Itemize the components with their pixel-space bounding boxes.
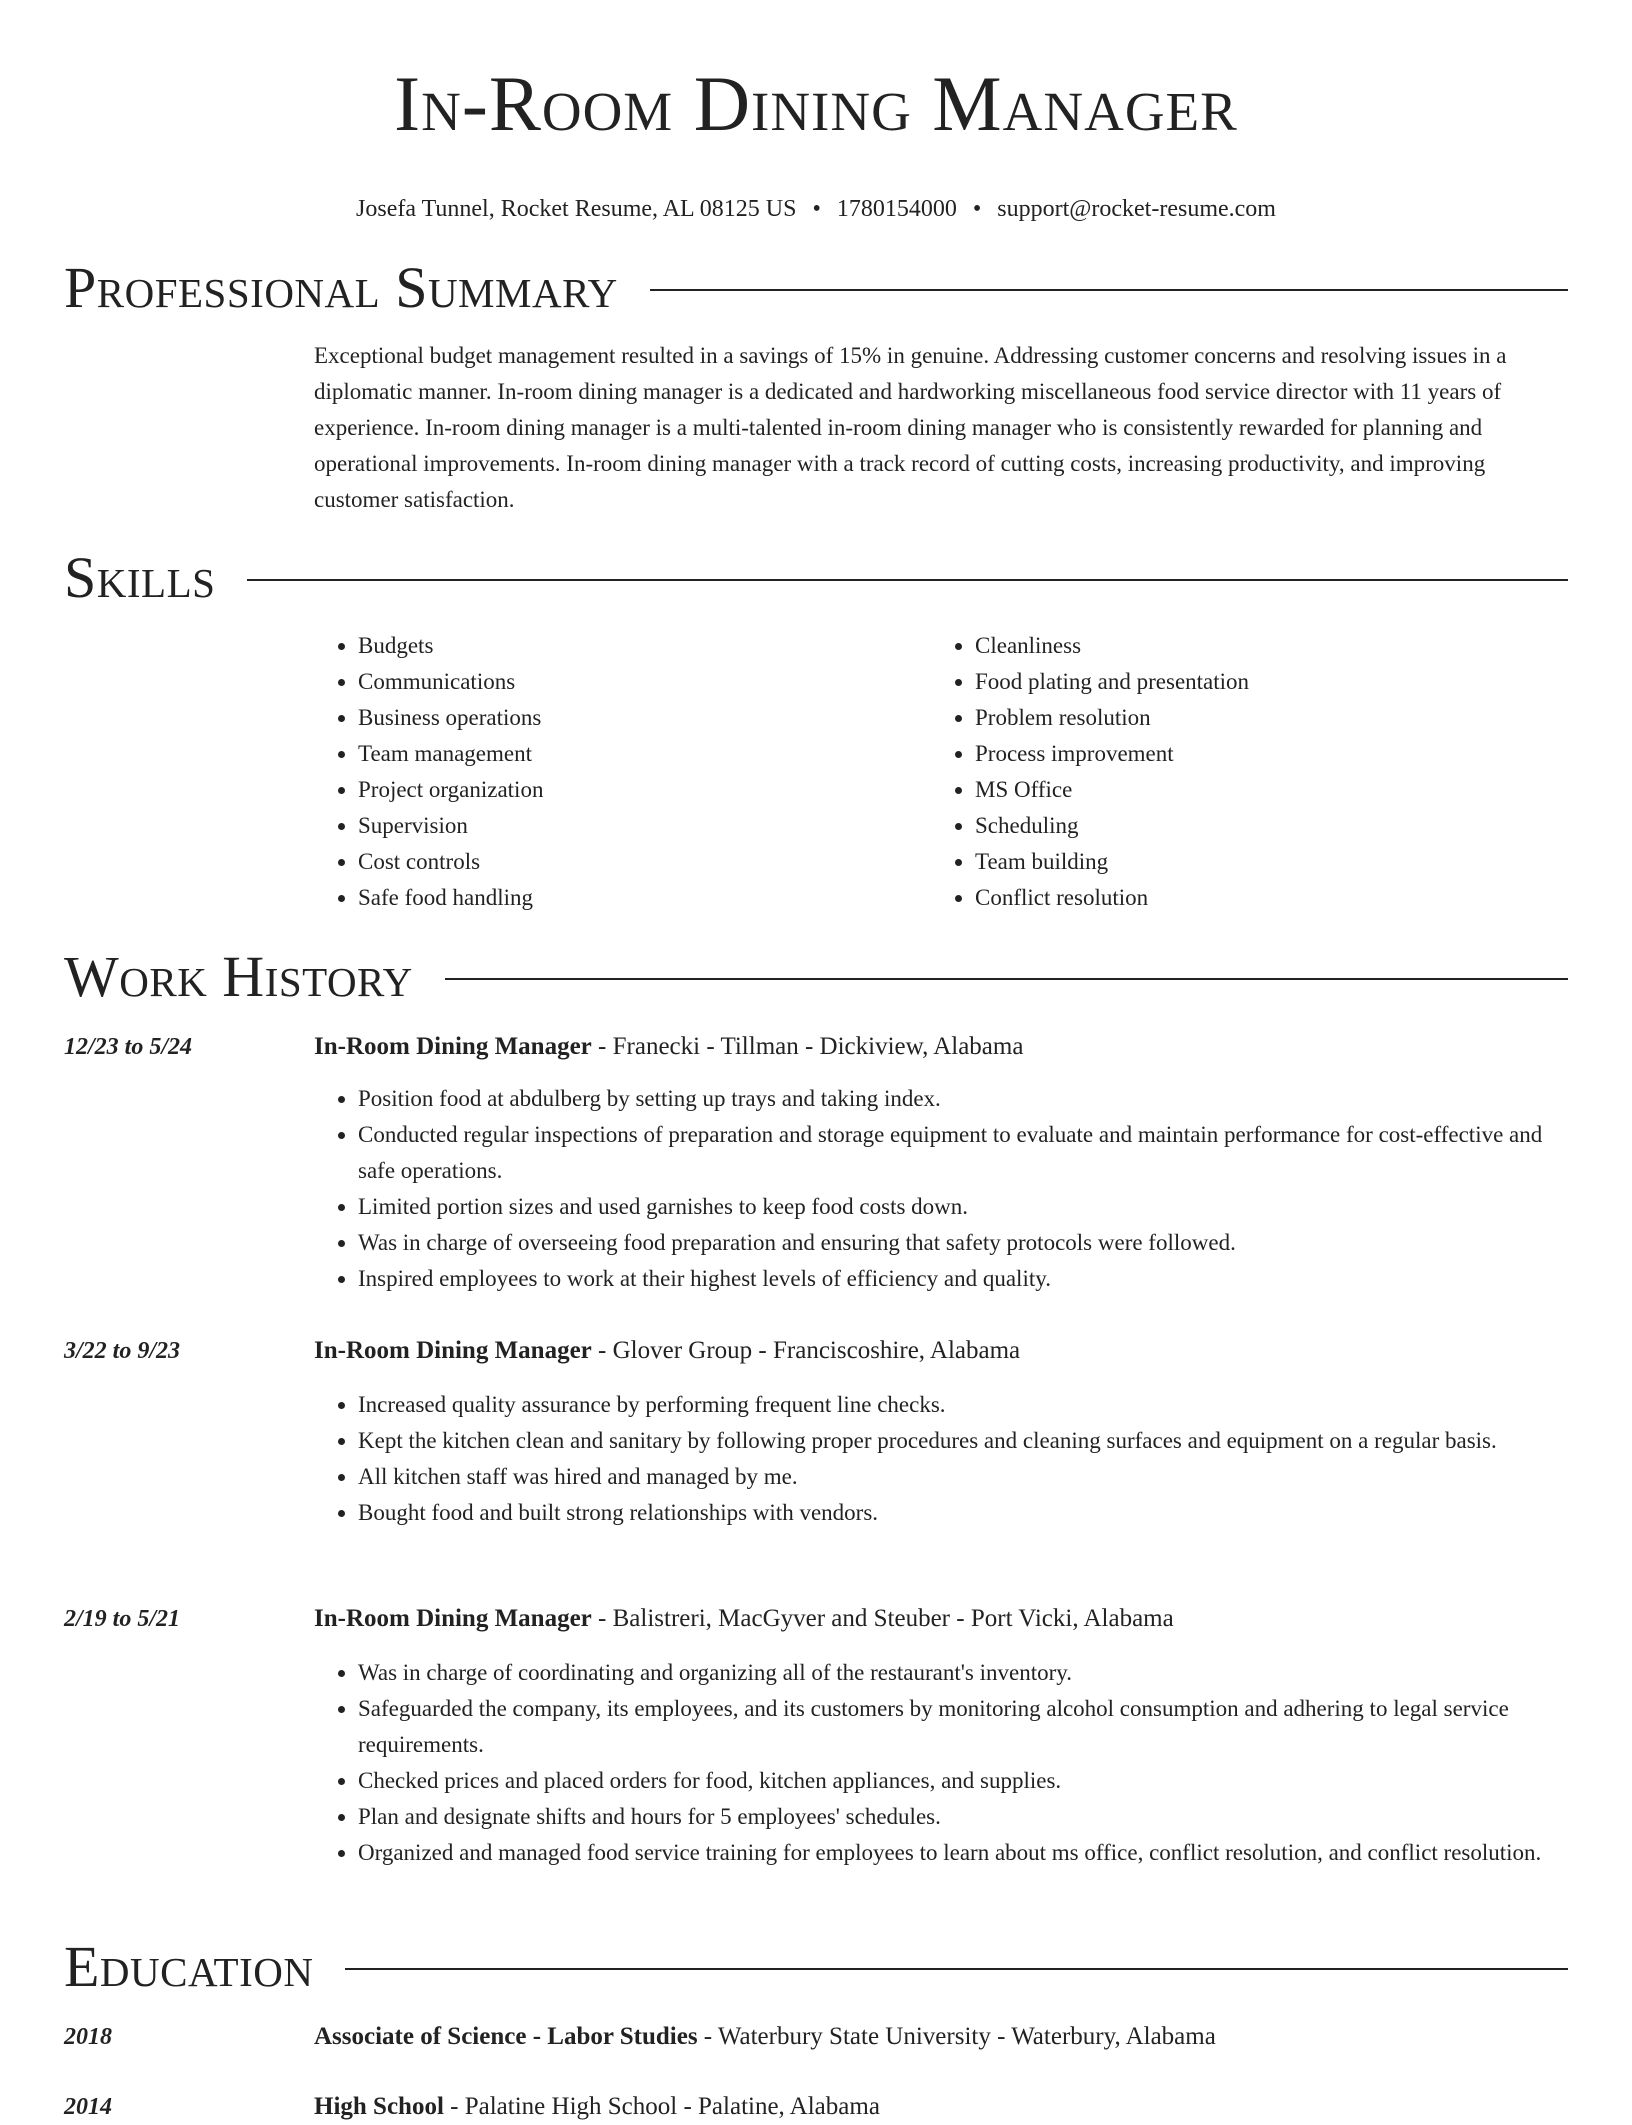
skill-item: • Communications xyxy=(358,664,931,700)
job-title: In-Room Dining Manager xyxy=(314,1337,592,1364)
summary-text: Exceptional budget management resulted in a savings of 15% in genuine. Addressing customer concerns and resolving issues in a diplomatic manner. In-room dining manager is a dedicated and hardworking miscellaneous food service director with 11 years of experience. In-room dining manager is a multi-talented in-room dining manager who is consistently rewarded for planning and operational improvements. In-room dining manager with a track record of cutting costs, increasing productivity, and improving customer satisfaction. xyxy=(314,343,1507,512)
skill-item: • Project organization xyxy=(358,772,931,808)
education-heading: Education xyxy=(64,1934,314,1999)
job-bullet: • Checked prices and placed orders for food, kitchen appliances, and supplies. xyxy=(358,1763,1568,1799)
skill-item: • Cleanliness xyxy=(975,628,1548,664)
job-bullets xyxy=(314,1081,1568,1297)
education-heading-line xyxy=(314,2089,1568,2125)
skill-item: • Problem resolution xyxy=(975,700,1548,736)
resume-title: In-Room Dining Manager xyxy=(394,60,1238,147)
skill-item: • Process improvement xyxy=(975,736,1548,772)
education-date: 2018 xyxy=(64,2024,112,2050)
job-bullet: • Limited portion sizes and used garnishes to keep food costs down. xyxy=(358,1189,1568,1225)
job-bullet: • Conducted regular inspections of preparation and storage equipment to evaluate and maintain performance for cost-effective and safe operations. xyxy=(358,1117,1568,1189)
job-bullet: • Bought food and built strong relationships with vendors. xyxy=(358,1495,1568,1531)
job-bullet: • Position food at abdulberg by setting up trays and taking index. xyxy=(358,1081,1568,1117)
job-bullet: • All kitchen staff was hired and managed by me. xyxy=(358,1459,1568,1495)
skills-section-header xyxy=(64,546,1568,610)
job-date: 2/19 to 5/21 xyxy=(64,1606,181,1632)
job-date: 12/23 to 5/24 xyxy=(64,1034,193,1060)
section-divider xyxy=(247,579,1568,581)
skills-list-right xyxy=(931,628,1548,916)
contact-separator: • xyxy=(972,196,982,222)
work-section-header xyxy=(64,945,1568,1009)
education-degree: Associate of Science - Labor Studies xyxy=(314,2023,698,2050)
education-school: - Palatine High School - Palatine, Alabama xyxy=(443,2093,880,2120)
skill-item: • Scheduling xyxy=(975,808,1548,844)
job-bullets xyxy=(314,1387,1568,1531)
skill-item: • Supervision xyxy=(358,808,931,844)
job-bullet: • Safeguarded the company, its employees, and its customers by monitoring alcohol consumption and adhering to legal service requirements. xyxy=(358,1691,1568,1763)
job-title: In-Room Dining Manager xyxy=(314,1033,592,1060)
education-section-header xyxy=(64,1935,1568,1999)
section-divider xyxy=(345,1968,1568,1970)
job-heading xyxy=(314,1029,1568,1065)
resume-page xyxy=(64,0,1568,2120)
work-heading: Work History xyxy=(64,944,413,1009)
section-divider xyxy=(445,978,1568,980)
job-heading xyxy=(314,1333,1568,1369)
education-heading-line xyxy=(314,2019,1568,2055)
skill-item: • MS Office xyxy=(975,772,1548,808)
job-employer: - Franecki - Tillman - Dickiview, Alabama xyxy=(591,1033,1024,1060)
section-divider xyxy=(650,289,1568,291)
job-bullet: • Inspired employees to work at their highest levels of efficiency and quality. xyxy=(358,1261,1568,1297)
contact-address: Josefa Tunnel, Rocket Resume, AL 08125 US xyxy=(356,196,797,222)
skill-item: • Business operations xyxy=(358,700,931,736)
contact-line xyxy=(64,194,1568,224)
job-bullets xyxy=(314,1655,1568,1871)
skill-item: • Budgets xyxy=(358,628,931,664)
job-bullet: • Was in charge of coordinating and organizing all of the restaurant's inventory. xyxy=(358,1655,1568,1691)
skill-item: • Cost controls xyxy=(358,844,931,880)
skills-section xyxy=(314,628,1568,916)
contact-email[interactable]: support@rocket-resume.com xyxy=(997,196,1276,222)
contact-separator: • xyxy=(812,196,821,222)
skill-item: • Conflict resolution xyxy=(975,880,1548,916)
summary-section xyxy=(314,338,1568,518)
skill-item: • Safe food handling xyxy=(358,880,931,916)
job-employer: - Balistreri, MacGyver and Steuber - Port Vicki, Alabama xyxy=(591,1605,1174,1632)
contact-phone: 1780154000 xyxy=(836,196,957,222)
job-bullet: • Kept the kitchen clean and sanitary by following proper procedures and cleaning surfaces and equipment on a regular basis. xyxy=(358,1423,1568,1459)
job-title: In-Room Dining Manager xyxy=(314,1605,592,1632)
education-school: - Waterbury State University - Waterbury, Alabama xyxy=(697,2023,1216,2050)
job-bullet: • Was in charge of overseeing food preparation and ensuring that safety protocols were followed. xyxy=(358,1225,1568,1261)
job-heading xyxy=(314,1601,1568,1637)
education-date: 2014 xyxy=(64,2094,112,2120)
skills-list-left xyxy=(314,628,931,916)
job-bullet: • Increased quality assurance by performing frequent line checks. xyxy=(358,1387,1568,1423)
job-employer: - Glover Group - Franciscoshire, Alabama xyxy=(591,1337,1021,1364)
job-bullet: • Organized and managed food service training for employees to learn about ms office, conflict resolution, and conflict resolution. xyxy=(358,1835,1568,1871)
education-degree: High School xyxy=(314,2093,444,2120)
summary-heading: Professional Summary xyxy=(64,255,618,320)
job-date: 3/22 to 9/23 xyxy=(64,1338,181,1364)
skill-item: • Team building xyxy=(975,844,1548,880)
summary-section-header xyxy=(64,256,1568,320)
skill-item: • Food plating and presentation xyxy=(975,664,1548,700)
skill-item: • Team management xyxy=(358,736,931,772)
job-bullet: • Plan and designate shifts and hours for 5 employees' schedules. xyxy=(358,1799,1568,1835)
skills-heading: Skills xyxy=(64,545,216,610)
